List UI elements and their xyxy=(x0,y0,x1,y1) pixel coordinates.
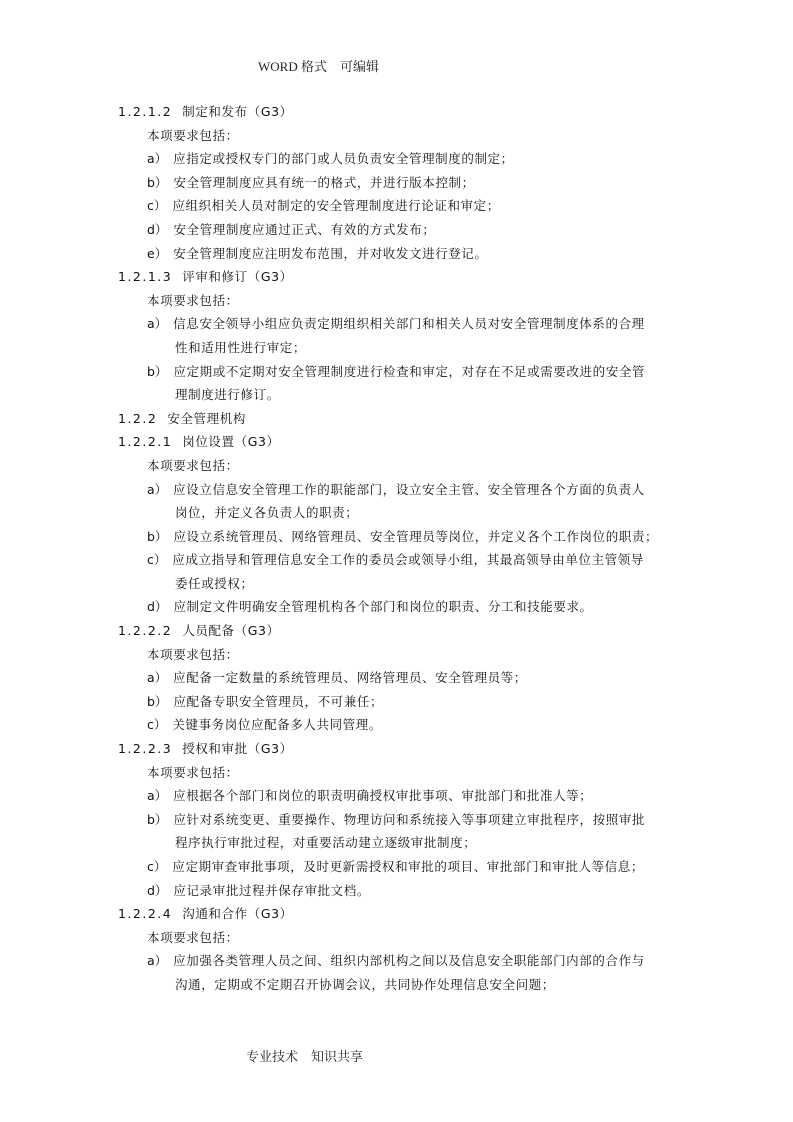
list-text: 安全管理制度应注明发布范围，并对收发文进行登记。 xyxy=(173,245,488,261)
list-text: 应加强各类管理人员之间、组织内部机构之间以及信息安全职能部门内部的合作与 xyxy=(173,953,645,969)
list-item xyxy=(118,808,698,832)
section-number: 1.2.2.2 xyxy=(118,623,173,639)
list-item xyxy=(118,312,698,336)
section-title: 岗位设置（G3） xyxy=(182,434,280,450)
section-intro: 本项要求包括： xyxy=(147,457,239,473)
list-text: 应针对系统变更、重要操作、物理访问和系统接入等事项建立审批程序，按照审批 xyxy=(173,811,646,827)
list-item xyxy=(118,171,698,195)
list-item xyxy=(118,218,698,242)
list-item xyxy=(118,525,698,549)
list-marker: c） xyxy=(147,198,167,214)
section-heading xyxy=(118,100,698,124)
list-marker: d） xyxy=(147,221,168,237)
list-continuation: 性和适用性进行审定； xyxy=(175,339,307,355)
section-intro: 本项要求包括： xyxy=(147,646,239,662)
list-text: 应成立指导和管理信息安全工作的委员会或领导小组，其最高领导由单位主管领导 xyxy=(172,552,644,568)
list-marker: a） xyxy=(147,788,168,804)
list-item xyxy=(118,478,698,502)
list-marker: b） xyxy=(147,811,168,827)
list-marker: e） xyxy=(147,245,168,261)
section-intro: 本项要求包括： xyxy=(147,764,239,780)
list-text: 关键事务岗位应配备多人共同管理。 xyxy=(172,717,382,733)
section-number: 1.2.2.1 xyxy=(118,434,173,450)
list-marker: d） xyxy=(147,882,168,898)
list-text: 应配备一定数量的系统管理员、网络管理员、安全管理员等； xyxy=(173,670,527,686)
list-item xyxy=(118,360,698,384)
list-marker: c） xyxy=(147,552,167,568)
section-title: 人员配备（G3） xyxy=(182,623,280,639)
list-item xyxy=(118,690,698,714)
list-continuation: 理制度进行修订。 xyxy=(175,387,280,403)
list-text: 应记录审批过程并保存审批文档。 xyxy=(173,882,370,898)
page-header: WORD 格式 可编辑 xyxy=(258,59,379,74)
section-heading xyxy=(118,407,698,431)
section-title: 授权和审批（G3） xyxy=(182,741,293,757)
section-heading xyxy=(118,902,698,926)
list-item xyxy=(118,194,698,218)
section-title: 评审和修订（G3） xyxy=(182,269,293,285)
list-text: 应定期审查审批事项，及时更新需授权和审批的项目、审批部门和审批人等信息； xyxy=(172,859,644,874)
list-marker: d） xyxy=(147,599,168,615)
section-title: 制定和发布（G3） xyxy=(182,104,293,119)
section-number: 1.2.1.2 xyxy=(118,104,173,119)
list-text: 安全管理制度应具有统一的格式，并进行版本控制； xyxy=(173,174,475,190)
list-marker: a） xyxy=(147,316,168,332)
section-heading xyxy=(118,430,698,454)
list-item xyxy=(118,855,698,879)
list-continuation: 岗位，并定义各负责人的职责； xyxy=(175,505,359,521)
list-marker: b） xyxy=(147,174,168,190)
list-text: 应指定或授权专门的部门或人员负责安全管理制度的制定； xyxy=(173,151,514,167)
section-heading xyxy=(118,737,698,761)
list-item xyxy=(118,949,698,973)
list-text: 应制定文件明确安全管理机构各个部门和岗位的职责、分工和技能要求。 xyxy=(173,599,593,615)
section-title: 沟通和合作（G3） xyxy=(182,906,293,922)
list-marker: c） xyxy=(147,717,167,733)
list-text: 应设立系统管理员、网络管理员、安全管理员等岗位，并定义各个工作岗位的职责； xyxy=(173,528,659,544)
list-item xyxy=(118,666,698,690)
list-marker: a） xyxy=(147,481,168,497)
section-intro: 本项要求包括： xyxy=(147,127,239,143)
list-text: 信息安全领导小组应负责定期组织相关部门和相关人员对安全管理制度体系的合理 xyxy=(173,316,645,332)
page-footer: 专业技术 知识共享 xyxy=(246,1049,364,1064)
section-intro: 本项要求包括： xyxy=(147,292,239,308)
list-marker: b） xyxy=(147,693,168,709)
list-item xyxy=(118,242,698,266)
list-text: 安全管理制度应通过正式、有效的方式发布； xyxy=(173,221,436,237)
list-text: 应组织相关人员对制定的安全管理制度进行论证和审定； xyxy=(172,198,500,214)
list-continuation: 程序执行审批过程，对重要活动建立逐级审批制度； xyxy=(175,835,477,851)
section-number: 1.2.2.3 xyxy=(118,741,173,757)
list-text: 应定期或不定期对安全管理制度进行检查和审定，对存在不足或需要改进的安全管 xyxy=(173,363,646,379)
section-title: 安全管理机构 xyxy=(167,410,246,426)
list-item xyxy=(118,713,698,737)
section-heading xyxy=(118,265,698,289)
list-marker: b） xyxy=(147,528,168,544)
list-item xyxy=(118,147,698,171)
list-text: 应根据各个部门和岗位的职责明确授权审批事项、审批部门和批准人等； xyxy=(173,788,593,804)
section-number: 1.2.1.3 xyxy=(118,269,173,285)
section-heading xyxy=(118,619,698,643)
list-marker: b） xyxy=(147,363,168,379)
section-intro: 本项要求包括： xyxy=(147,929,239,945)
list-item xyxy=(118,879,698,903)
section-number: 1.2.2 xyxy=(118,410,158,426)
list-marker: c） xyxy=(147,859,167,874)
list-text: 应配备专职安全管理员，不可兼任； xyxy=(173,693,384,709)
list-marker: a） xyxy=(147,151,168,167)
section-number: 1.2.2.4 xyxy=(118,906,173,922)
list-item xyxy=(118,595,698,619)
list-item xyxy=(118,784,698,808)
list-continuation: 沟通，定期或不定期召开协调会议，共同协作处理信息安全问题； xyxy=(175,976,555,992)
list-continuation: 委任或授权； xyxy=(175,575,254,591)
list-text: 应设立信息安全管理工作的职能部门，设立安全主管、安全管理各个方面的负责人 xyxy=(173,481,645,497)
list-item xyxy=(118,548,698,572)
document-body xyxy=(118,100,698,997)
list-marker: a） xyxy=(147,953,168,969)
list-marker: a） xyxy=(147,670,168,686)
